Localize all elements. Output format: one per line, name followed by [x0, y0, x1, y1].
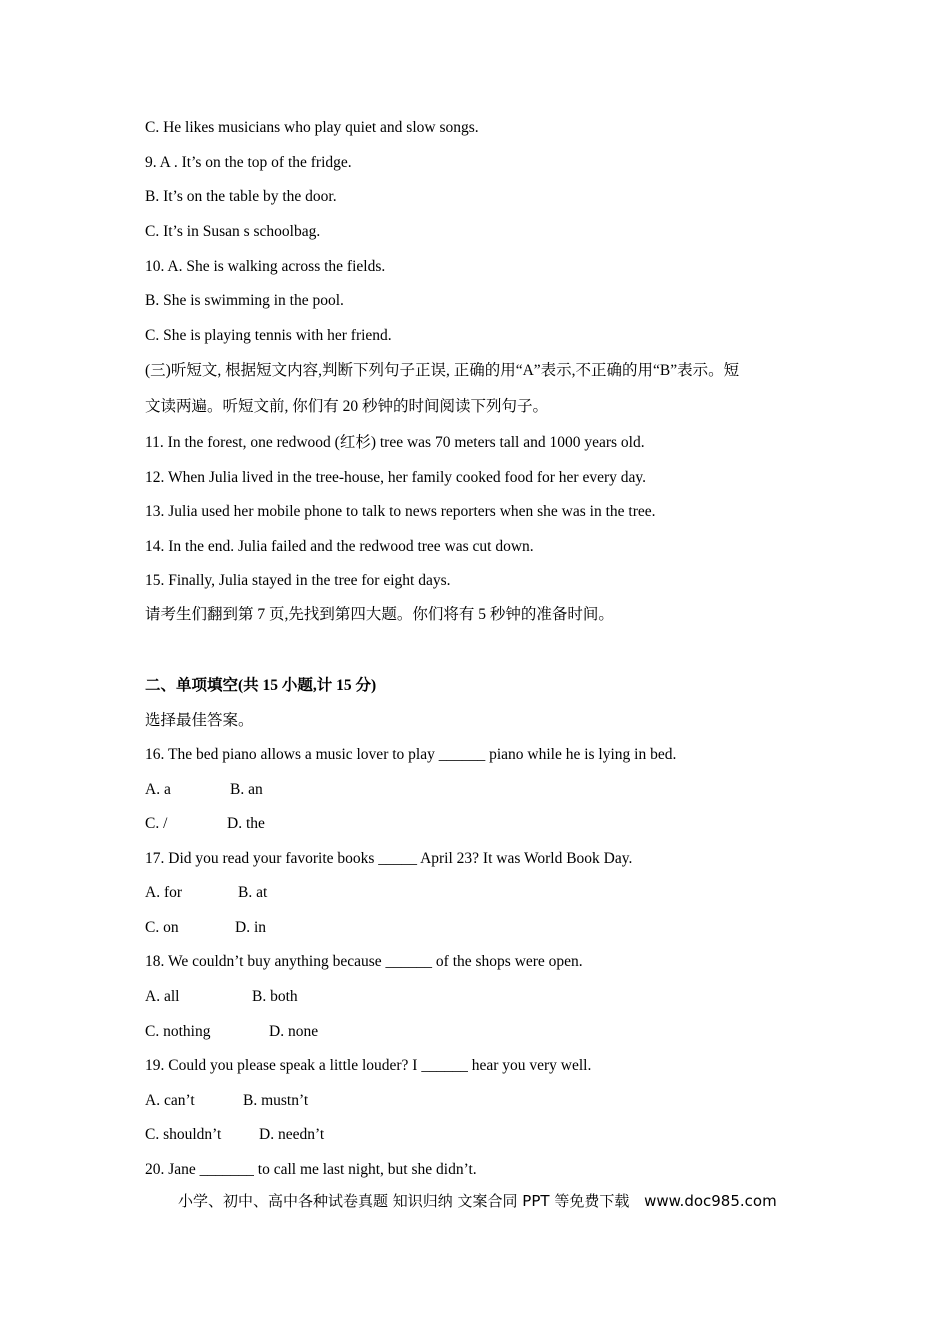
turn-page-note: 请考生们翻到第 7 页,先找到第四大题。你们将有 5 秒钟的准备时间。	[145, 606, 614, 623]
page-footer	[178, 1191, 777, 1211]
q18: 18. We couldn’t buy anything because ______ of the shops were open.	[145, 953, 583, 970]
q16: 16. The bed piano allows a music lover to play ______ piano while he is lying in bed.	[145, 746, 677, 763]
q10-option-b: B. She is swimming in the pool.	[145, 292, 344, 309]
q9-option-c: C. It’s in Susan s schoolbag.	[145, 223, 321, 240]
q16-option-c: C. /	[145, 815, 168, 832]
q19-option-b: B. mustn’t	[243, 1092, 309, 1109]
q19-options-cd	[145, 1125, 325, 1145]
section2-heading: 二、单项填空(共 15 小题,计 15 分)	[145, 677, 377, 694]
q15: 15. Finally, Julia stayed in the tree for eight days.	[145, 572, 451, 589]
part3-instruction-line2: 文读两遍。听短文前, 你们有 20 秒钟的时间阅读下列句子。	[145, 398, 549, 415]
q10-option-c: C. She is playing tennis with her friend.	[145, 327, 392, 344]
footer-url[interactable]: www.doc985.com	[644, 1192, 777, 1210]
q14: 14. In the end. Julia failed and the redwood tree was cut down.	[145, 538, 534, 555]
q17-option-d: D. in	[235, 919, 266, 936]
q19-option-d: D. needn’t	[259, 1126, 325, 1143]
q19-options-ab	[145, 1091, 309, 1111]
q9-option-a: 9. A . It’s on the top of the fridge.	[145, 154, 352, 171]
q16-option-d: D. the	[227, 815, 265, 832]
q19: 19. Could you please speak a little louder? I ______ hear you very well.	[145, 1057, 592, 1074]
q20: 20. Jane _______ to call me last night, but she didn’t.	[145, 1161, 477, 1178]
q16-options-ab	[145, 780, 263, 800]
q19-option-a: A. can’t	[145, 1092, 195, 1109]
q18-options-cd	[145, 1022, 319, 1042]
q17-option-b: B. at	[238, 884, 268, 901]
q18-option-c: C. nothing	[145, 1023, 211, 1040]
q17-option-c: C. on	[145, 919, 179, 936]
q17-options-cd	[145, 918, 266, 938]
footer-text: 小学、初中、高中各种试卷真题 知识归纳 文案合同 PPT 等免费下载	[178, 1192, 630, 1210]
q18-option-d: D. none	[269, 1023, 319, 1040]
q17-options-ab	[145, 883, 268, 903]
q16-options-cd	[145, 814, 265, 834]
q12: 12. When Julia lived in the tree-house, her family cooked food for her every day.	[145, 469, 646, 486]
q9-option-b: B. It’s on the table by the door.	[145, 188, 337, 205]
q17: 17. Did you read your favorite books _____ April 23? It was World Book Day.	[145, 850, 633, 867]
q8-option-c: C. He likes musicians who play quiet and slow songs.	[145, 119, 479, 136]
part3-instruction-line1: (三)听短文, 根据短文内容,判断下列句子正误, 正确的用“A”表示,不正确的用“B”表示。短	[145, 362, 740, 379]
q10-option-a: 10. A. She is walking across the fields.	[145, 258, 386, 275]
section2-instruction: 选择最佳答案。	[145, 712, 254, 729]
q18-option-a: A. all	[145, 988, 180, 1005]
q18-option-b: B. both	[252, 988, 298, 1005]
q16-option-a: A. a	[145, 781, 171, 798]
q19-option-c: C. shouldn’t	[145, 1126, 222, 1143]
q17-option-a: A. for	[145, 884, 183, 901]
q18-options-ab	[145, 987, 298, 1007]
q11: 11. In the forest, one redwood (红杉) tree was 70 meters tall and 1000 years old.	[145, 434, 645, 451]
q16-option-b: B. an	[230, 781, 263, 798]
q13: 13. Julia used her mobile phone to talk to news reporters when she was in the tree.	[145, 503, 656, 520]
